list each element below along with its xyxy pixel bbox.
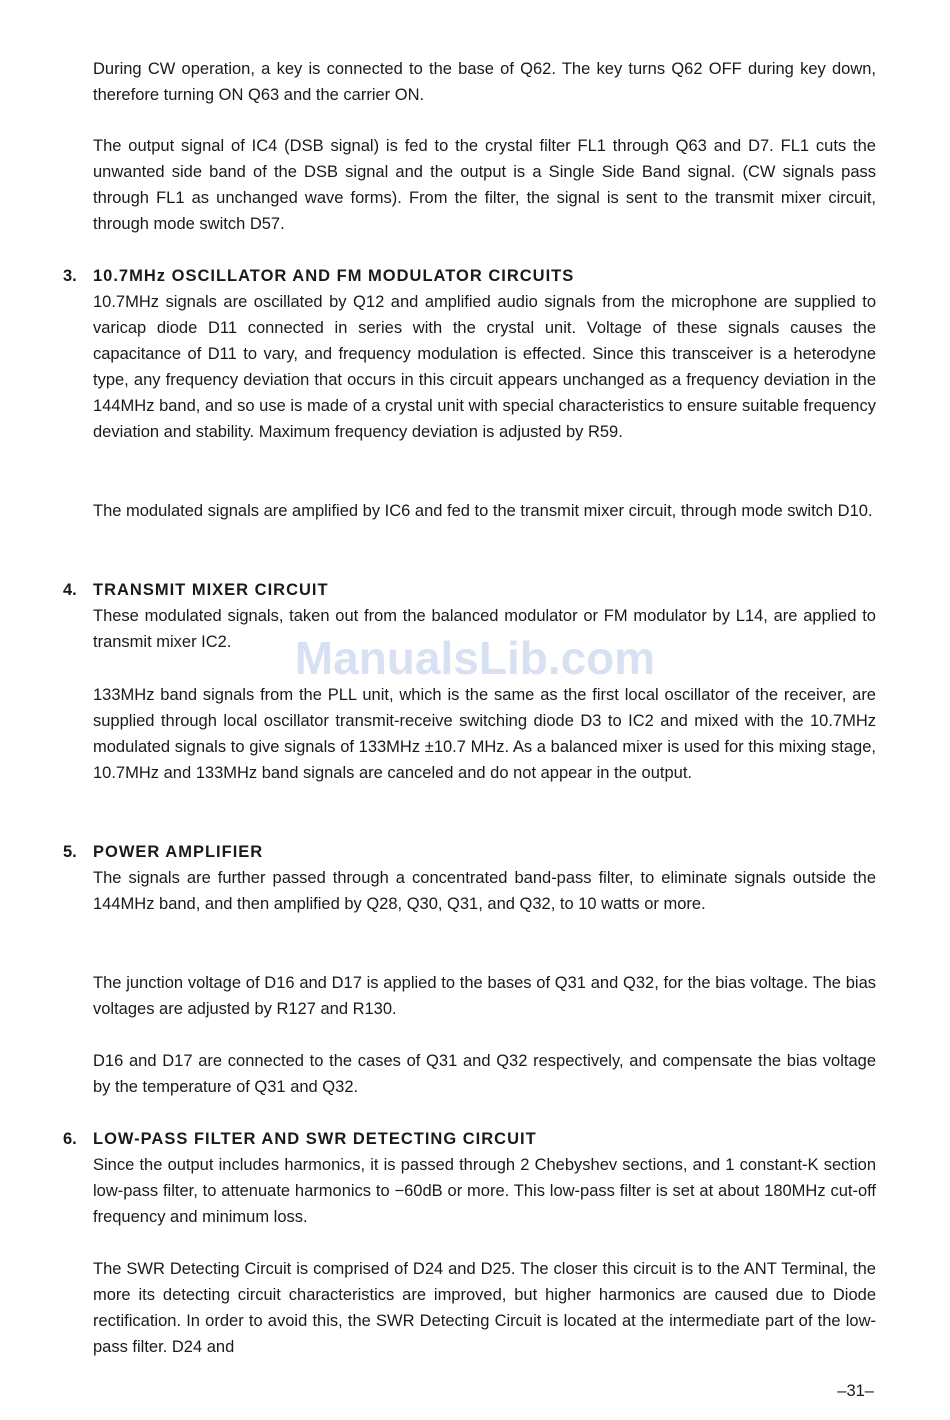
section-paragraph: The SWR Detecting Circuit is comprised of D24 and D25. The closer this circuit is to the ANT Terminal, the more its detecting circuit characteristics are improved, but higher harmonics are caused due to Diode rectification. In order to avoid this, the SWR Detecting Circuit is located at the intermediate part of the low-pass filter. D24 and [93, 1260, 876, 1356]
section-paragraph: 133MHz band signals from the PLL unit, which is the same as the first local oscillator of the receiver, are supplied through local oscillator transmit-receive switching diode D3 to IC2 and mixed with the 10.7MHz modulated signals to give signals of 133MHz ±10.7 MHz. As a balanced mixer is used for this mixing stage, 10.7MHz and 133MHz band signals are canceled and do not appear in the output. [93, 686, 876, 782]
section-title: LOW-PASS FILTER AND SWR DETECTING CIRCUIT [93, 1130, 537, 1148]
section-paragraph: 10.7MHz signals are oscillated by Q12 and amplified audio signals from the microphone are supplied to varicap diode D11 connected in series with the crystal unit. Voltage of these signals causes the capacitance of D11 to vary, and frequency modulation is effected. Since this transceiver is a heterodyne type, any frequency deviation that occurs in this circuit appears unchanged as a frequency deviation in the 144MHz band, and so use is made of a crystal unit with special characteristics to ensure suitable frequency deviation and stability. Maximum frequency deviation is adjusted by R59. [93, 293, 876, 441]
section-title: TRANSMIT MIXER CIRCUIT [93, 581, 329, 599]
section-title: POWER AMPLIFIER [93, 843, 264, 861]
section-paragraph: The junction voltage of D16 and D17 is applied to the bases of Q31 and Q32, for the bias voltage. The bias voltages are adjusted by R127 and R130. [93, 974, 876, 1018]
section-paragraph: D16 and D17 are connected to the cases of Q31 and Q32 respectively, and compensate the bias voltage by the temperature of Q31 and Q32. [93, 1052, 876, 1096]
watermark: ManualsLib.com [294, 632, 656, 684]
section-number: 4. [63, 581, 77, 599]
section-number: 3. [63, 267, 77, 285]
section-number: 6. [63, 1130, 77, 1148]
section-paragraph: The modulated signals are amplified by IC6 and fed to the transmit mixer circuit, through mode switch D10. [93, 502, 873, 520]
paragraph-cw-key: During CW operation, a key is connected to the base of Q62. The key turns Q62 OFF during key down, therefore turning ON Q63 and the carrier ON. [93, 60, 876, 104]
page-number: –31– [837, 1382, 874, 1400]
section-title: 10.7MHz OSCILLATOR AND FM MODULATOR CIRCUITS [93, 267, 575, 285]
section-number: 5. [63, 843, 77, 861]
section-paragraph: The signals are further passed through a concentrated band-pass filter, to eliminate signals outside the 144MHz band, and then amplified by Q28, Q30, Q31, and Q32, to 10 watts or more. [93, 869, 876, 913]
paragraph-ic4-output: The output signal of IC4 (DSB signal) is fed to the crystal filter FL1 through Q63 and D7. FL1 cuts the unwanted side band of the DSB signal and the output is a Single Side Band signal. (CW signals pass through FL1 as unchanged wave forms). From the filter, the signal is sent to the transmit mixer circuit, through mode switch D57. [93, 137, 876, 233]
section-paragraph: These modulated signals, taken out from the balanced modulator or FM modulator by L14, are applied to transmit mixer IC2. [93, 607, 876, 651]
section-paragraph: Since the output includes harmonics, it is passed through 2 Chebyshev sections, and 1 constant-K section low-pass filter, to attenuate harmonics to −60dB or more. This low-pass filter is set at about 180MHz cut-off frequency and minimum loss. [93, 1156, 876, 1226]
